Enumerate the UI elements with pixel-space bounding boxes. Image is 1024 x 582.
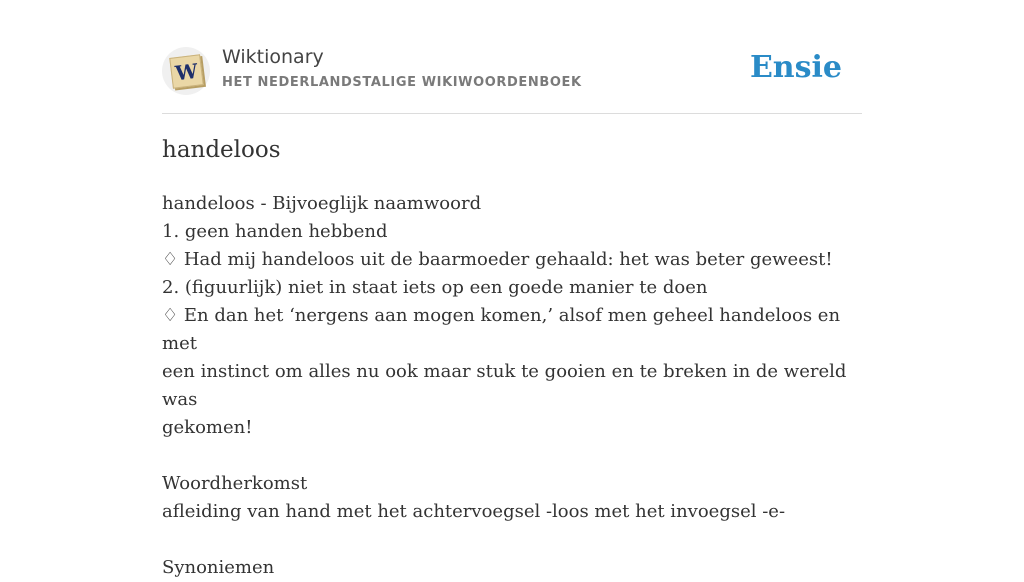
example-1: ♢ Had mij handeloos uit de baarmoeder gehaald: het was beter geweest! [162,249,833,270]
wiktionary-logo[interactable] [162,47,210,95]
example-2-line-3: gekomen! [162,417,253,438]
ensie-brand-logo[interactable]: Ensie [749,50,842,85]
etymology-heading: Woordherkomst [162,473,308,494]
entry-body [162,190,862,582]
paragraph-gap [162,442,862,470]
wiktionary-logo-icon: W [169,54,204,89]
synonyms-heading: Synoniemen [162,557,275,578]
site-tagline: HET NEDERLANDSTALIGE WIKIWOORDENBOEK [222,75,582,90]
page-title: handeloos [162,137,281,163]
headword-line: handeloos - Bijvoeglijk naamwoord [162,193,482,214]
sense-2: 2. (figuurlijk) niet in staat iets op een goede manier te doen [162,277,708,298]
page [162,0,862,578]
example-2-line-1: ♢ En dan het ‘nergens aan mogen komen,’ alsof men geheel handeloos en met [162,305,841,354]
example-2-line-2: een instinct om alles nu ook maar stuk te gooien en te breken in de wereld was [162,361,847,410]
site-name[interactable]: Wiktionary [222,46,324,68]
site-header [162,0,862,114]
sense-1: 1. geen handen hebbend [162,221,388,242]
paragraph-gap [162,526,862,554]
etymology-text: afleiding van hand met het achtervoegsel -loos met het invoegsel -e- [162,501,786,522]
